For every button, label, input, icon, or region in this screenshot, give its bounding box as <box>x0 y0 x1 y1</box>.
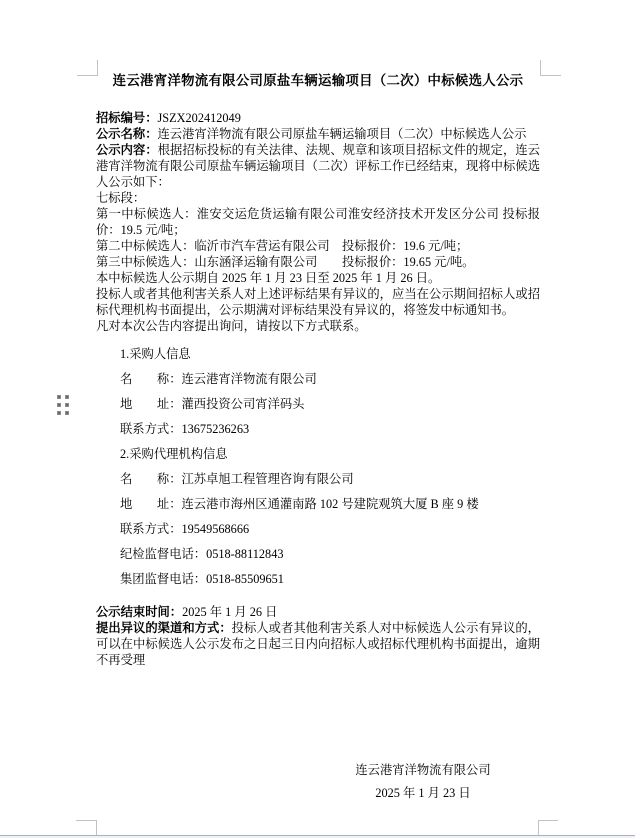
contact-line-text: 地 址：连云港市海州区通灌南路 102 号建院观筑大厦 B 座 9 楼 <box>120 497 479 511</box>
contact-line-text: 2.采购代理机构信息 <box>120 447 228 461</box>
closing-paragraphs <box>96 604 540 668</box>
margin-crop-mark-top-left-icon <box>77 60 98 76</box>
contact-line <box>120 471 540 487</box>
contact-line <box>120 421 540 437</box>
paragraph-text: JSZX202412049 <box>157 111 241 125</box>
paragraph-bold-label: 公示内容： <box>96 143 158 157</box>
paragraph-text: 投标人或者其他利害关系人对中标候选人公示有异议的，可以在中标候选人公示发布之日起三日内向招标人或招标代理机构书面提出，逾期不再受理 <box>96 621 540 667</box>
paragraph-text: 2025 年 1 月 26 日 <box>182 605 278 619</box>
document-content <box>96 72 540 668</box>
body-paragraph <box>96 318 540 334</box>
contact-line-text: 联系方式：19549568666 <box>120 522 250 536</box>
contact-line-text: 地 址：灌西投资公司宵洋码头 <box>120 397 305 411</box>
paragraph-text: 第三中标候选人：山东涵泽运输有限公司 投标报价：19.65 元/吨。 <box>96 255 475 269</box>
paragraph-text: 投标人或者其他利害关系人对上述评标结果有异议的，应当在公示期间招标人或招标代理机构书面提出，公示期满对评标结果没有异议的，将签发中标通知书。 <box>96 287 540 317</box>
paragraph-bold-label: 招标编号： <box>96 111 158 125</box>
contact-line-text: 纪检监督电话：0518-88112843 <box>120 547 284 561</box>
contact-line <box>120 546 540 562</box>
paragraph-text: 本中标候选人公示期自 2025 年 1 月 23 日至 2025 年 1 月 26 日。 <box>96 271 441 285</box>
document-title: 连云港宵洋物流有限公司原盐车辆运输项目（二次）中标候选人公示 <box>112 73 524 88</box>
contact-line <box>120 446 540 462</box>
closing-paragraph <box>96 620 540 668</box>
signature-company: 连云港宵洋物流有限公司 <box>355 763 491 777</box>
contact-info-block <box>96 346 540 587</box>
body-paragraph <box>96 126 540 142</box>
contact-line <box>120 496 540 512</box>
contact-line-text: 名 称：连云港宵洋物流有限公司 <box>120 372 317 386</box>
contact-line <box>120 346 540 362</box>
body-paragraph <box>96 270 540 286</box>
contact-line-text: 集团监督电话：0518-85509651 <box>120 572 284 586</box>
body-paragraph <box>96 206 540 238</box>
margin-crop-mark-top-right-icon <box>540 60 561 76</box>
body-paragraph <box>96 190 540 206</box>
contact-line-text: 联系方式：13675236263 <box>120 422 250 436</box>
paragraph-text: 第二中标候选人：临沂市汽车营运有限公司 投标报价：19.6 元/吨； <box>96 239 469 253</box>
body-paragraph <box>96 110 540 126</box>
paragraph-text: 连云港宵洋物流有限公司原盐车辆运输项目（二次）中标候选人公示 <box>157 127 527 141</box>
contact-line <box>120 396 540 412</box>
contact-line <box>120 571 540 587</box>
body-paragraph <box>96 238 540 254</box>
paragraph-bold-label: 公示名称： <box>96 127 158 141</box>
paragraph-text: 凡对本次公告内容提出询问，请按以下方式联系。 <box>96 319 367 333</box>
contact-line-text: 1.采购人信息 <box>120 347 191 361</box>
paragraph-text: 根据招标投标的有关法律、法规、规章和该项目招标文件的规定，连云港宵洋物流有限公司原盐车辆运输项目（二次）评标工作已经结束，现将中标候选人公示如下： <box>96 143 540 189</box>
closing-paragraph <box>96 604 540 620</box>
contact-line <box>120 371 540 387</box>
body-paragraph <box>96 254 540 270</box>
signature-block <box>330 762 516 801</box>
contact-line <box>120 521 540 537</box>
body-paragraph <box>96 286 540 318</box>
signature-date: 2025 年 1 月 23 日 <box>375 786 471 800</box>
contact-line-text: 名 称：江苏卓旭工程管理咨询有限公司 <box>120 472 354 486</box>
paragraph-bold-label: 提出异议的渠道和方式： <box>96 621 232 635</box>
paragraph-text: 第一中标候选人：淮安交运危货运输有限公司淮安经济技术开发区分公司 投标报价：19.5 元/吨； <box>96 207 540 237</box>
body-paragraph <box>96 142 540 190</box>
table-anchor-dots-icon <box>57 395 69 415</box>
body-paragraphs <box>96 110 540 334</box>
paragraph-bold-label: 公示结束时间： <box>96 605 183 619</box>
paragraph-text: 七标段： <box>96 191 146 205</box>
